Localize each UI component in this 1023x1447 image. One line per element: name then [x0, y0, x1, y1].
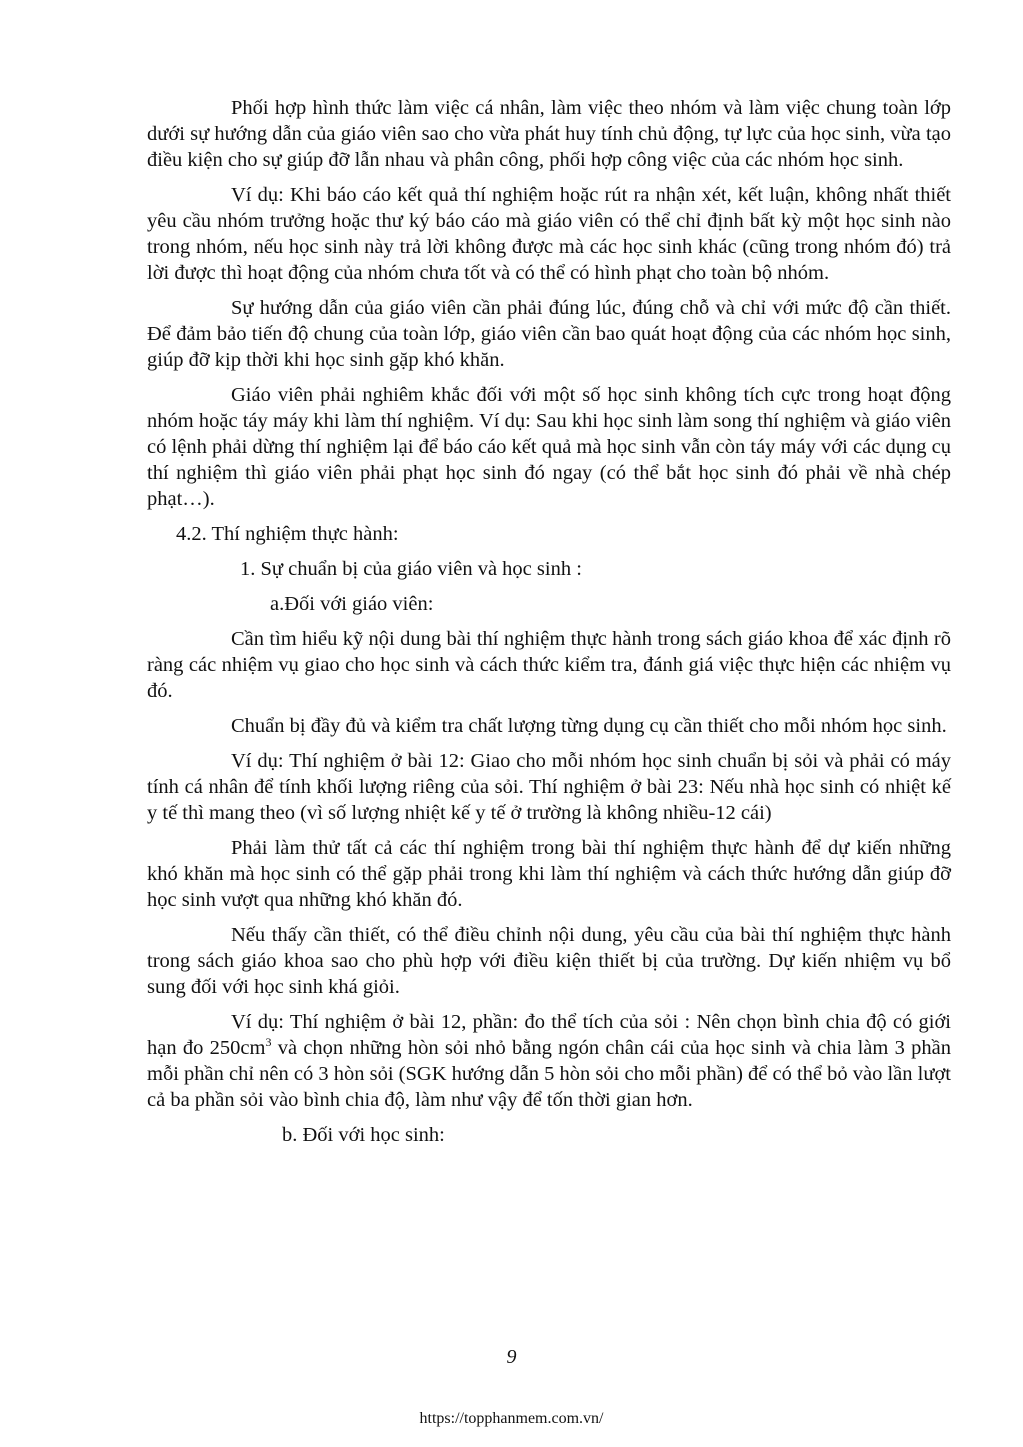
- pebbles-text-after: và chọn những hòn sỏi nhỏ bằng ngón chân cái của học sinh và chia làm 3 phần mỗi phần chỉ nên có 3 hòn sỏi (SGK hướng dẫn 5 hòn sỏi cho mỗi phần) để có thể bỏ vào lần lượt cả ba phần sỏi vào bình chia độ, làm như vậy để tốn thời gian hơn.: [147, 1037, 951, 1111]
- paragraph-example-report: Ví dụ: Khi báo cáo kết quả thí nghiệm hoặc rút ra nhận xét, kết luận, không nhất thiết yêu cầu nhóm trưởng hoặc thư ký báo cáo mà giáo viên có thể chỉ định bất kỳ một học sinh nào trong nhóm, nếu học sinh này trả lời không được mà các học sinh khác (cũng trong nhóm đó) trả lời được thì hoạt động của nhóm chưa tốt và có thể có hình phạt cho toàn bộ nhóm.: [147, 184, 951, 284]
- paragraph-group-work: Phối hợp hình thức làm việc cá nhân, làm việc theo nhóm và làm việc chung toàn lớp dưới sự hướng dẫn của giáo viên sao cho vừa phát huy tính chủ động, tự lực của học sinh, vừa tạo điều kiện cho sự giúp đỡ lẫn nhau và phân công, phối hợp công việc của các nhóm học sinh.: [147, 97, 951, 171]
- paragraph-trial-experiments: Phải làm thử tất cả các thí nghiệm trong bài thí nghiệm thực hành để dự kiến những khó khăn mà học sinh có thể gặp phải trong khi làm thí nghiệm và cách thức hướng dẫn giúp đỡ học sinh vượt qua những khó khăn đó.: [147, 837, 951, 911]
- footer-url: https://topphanmem.com.vn/: [419, 1410, 604, 1427]
- paragraph-adjust-content: Nếu thấy cần thiết, có thể điều chỉnh nội dung, yêu cầu của bài thí nghiệm thực hành trong sách giáo khoa sao cho phù hợp với điều kiện thiết bị của trường. Dự kiến nhiệm vụ bổ sung đối với học sinh khá giỏi.: [147, 924, 951, 998]
- subsection-heading-teacher: a.Đối với giáo viên:: [270, 593, 434, 615]
- cubic-superscript: 3: [265, 1035, 272, 1049]
- subsection-heading-student: b. Đối với học sinh:: [282, 1124, 445, 1146]
- section-heading-4-2: 4.2. Thí nghiệm thực hành:: [176, 523, 399, 545]
- subsection-heading-preparation: 1. Sự chuẩn bị của giáo viên và học sinh :: [240, 558, 582, 580]
- document-body: [147, 95, 951, 1157]
- page-number: 9: [506, 1346, 517, 1368]
- pebbles-text-before: Ví dụ: Thí nghiệm ở bài 12, phần: đo thể tích của sỏi : Nên chọn bình chia độ có giới hạn đo 250cm: [147, 1011, 951, 1059]
- paragraph-example-pebbles: [147, 1009, 951, 1113]
- paragraph-discipline: Giáo viên phải nghiêm khắc đối với một số học sinh không tích cực trong hoạt động nhóm hoặc táy máy khi làm thí nghiệm. Ví dụ: Sau khi học sinh làm song thí nghiệm và giáo viên có lệnh phải dừng thí nghiệm lại để báo cáo kết quả mà học sinh vẫn còn táy máy với các dụng cụ thí nghiệm thì giáo viên phải phạt học sinh đó ngay (có thể bắt học sinh đó phải về nhà chép phạt…).: [147, 384, 951, 510]
- paragraph-teacher-guidance: Sự hướng dẫn của giáo viên cần phải đúng lúc, đúng chỗ và chỉ với mức độ cần thiết. Để đảm bảo tiến độ chung của toàn lớp, giáo viên cần bao quát hoạt động của các nhóm học sinh, giúp đỡ kịp thời khi học sinh gặp khó khăn.: [147, 297, 951, 371]
- paragraph-study-content: Cần tìm hiểu kỹ nội dung bài thí nghiệm thực hành trong sách giáo khoa để xác định rõ ràng các nhiệm vụ giao cho học sinh và cách thức kiểm tra, đánh giá việc thực hiện các nhiệm vụ đó.: [147, 628, 951, 702]
- paragraph-prepare-equipment: Chuẩn bị đầy đủ và kiểm tra chất lượng từng dụng cụ cần thiết cho mỗi nhóm học sinh.: [231, 715, 947, 737]
- paragraph-example-lesson-12-23: Ví dụ: Thí nghiệm ở bài 12: Giao cho mỗi nhóm học sinh chuẩn bị sỏi và phải có máy tính cá nhân để tính khối lượng riêng của sỏi. Thí nghiệm ở bài 23: Nếu nhà học sinh có nhiệt kế y tế thì mang theo (vì số lượng nhiệt kế y tế ở trường là không nhiều-12 cái): [147, 750, 951, 824]
